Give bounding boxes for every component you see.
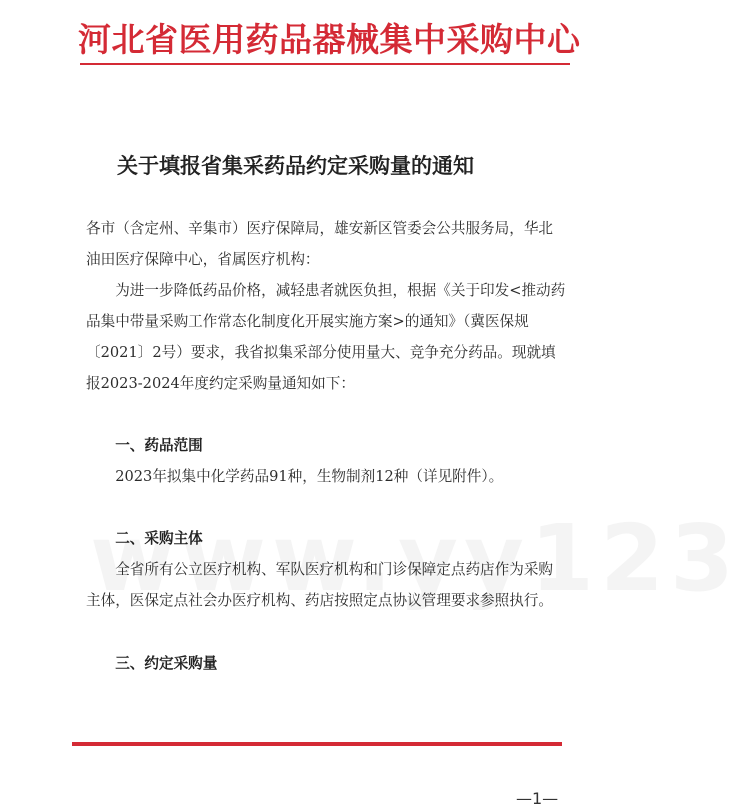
addressee-paragraph: 各市（含定州、辛集市）医疗保障局，雄安新区管委会公共服务局，华北油田医疗保障中心，省属医疗机构：: [86, 220, 554, 268]
notice-title: 关于填报省集采药品约定采购量的通知: [117, 154, 474, 178]
section-heading: 三、约定采购量: [115, 655, 218, 672]
page-number: —1—: [516, 789, 559, 808]
footer-rule: [72, 742, 562, 746]
header-rule: [80, 63, 570, 65]
org-header-title: 河北省医用药品器械集中采购中心: [78, 20, 581, 59]
intro-paragraph: 为进一步降低药品价格，减轻患者就医负担，根据《关于印发<推动药品集中带量采购工作常态化制度化开展实施方案>的通知》（冀医保规〔2021〕2号）要求，我省拟集采部分使用量大、竞争充分药品。现就填报2023-2024年度约定采购量通知如下：: [86, 282, 566, 392]
section-heading: 一、药品范围: [115, 437, 203, 454]
section-body: 2023年拟集中化学药品91种，生物制剂12种（详见附件）。: [115, 468, 504, 485]
section-heading: 二、采购主体: [115, 530, 203, 547]
section-body: 全省所有公立医疗机构、军队医疗机构和门诊保障定点药店作为采购主体，医保定点社会办医疗机构、药店按照定点协议管理要求参照执行。: [86, 561, 554, 609]
